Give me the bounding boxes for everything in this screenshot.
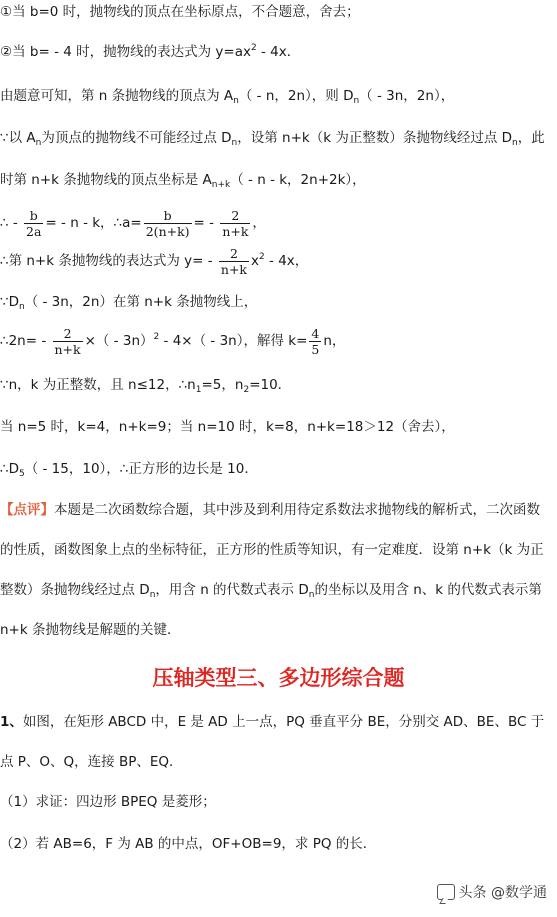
solution-line-6: ∴ - $\frac{b}{2a}$ = - n - k，∴a= $\frac{b}{2(n+k)}$ = - $\frac{2}{n+k}$ ，: [0, 207, 266, 239]
solution-line-8: $\because D_n( - 3n$，2n）在第 n+k 条抛物线上，: [0, 294, 258, 312]
section-heading: 压轴类型三、多边形综合题: [152, 666, 405, 690]
solution-line-9: ∴2n= - $\frac{2}{n+k}$ ×（ - 3n）$^2$ - 4×（ - 3n），解得 k= $\frac{4}{5}$ n，: [0, 325, 346, 357]
solution-line-7: ∴第 n+k 条抛物线的表达式为 y= - $\frac{2}{n+k}$ $x^2 - 4x$，: [0, 245, 309, 277]
watermark: [437, 882, 547, 902]
comment-tag: 【点评】: [0, 502, 54, 518]
question-number: 1、: [0, 714, 23, 730]
question-1: 1、如图，在矩形 ABCD 中，E 是 AD 上一点，PQ 垂直平分 BE，分别交 AD、BE、BC 于点 P、O、Q，连接 BP、EQ．: [0, 714, 545, 770]
comment-paragraph: 【点评】本题是二次函数综合题，其中涉及到利用待定系数法求抛物线的解析式，二次函数的性质，函数图象上点的坐标特征，正方形的性质等知识，有一定难度．设第 n+k（k 为正整数）条抛物线经过点 $D_n$，用含 n 的代数式表示 $D_n$的坐标以及用含 n、k 的代数式表示第 n+k 条抛物线是解题的关键．: [0, 502, 544, 638]
solution-line-11: 当 n=5 时，k=4，n+k=9；当 n=10 时，k=8，n+k=18＞12（舍去），: [0, 419, 455, 435]
toutiao-logo-icon: [437, 884, 455, 900]
solution-line-12: $\therefore D_5( - 15$，10），∴正方形的边长是 10．: [0, 461, 258, 479]
solution-line-2: ②当 b= - 4 时，抛物线的表达式为 $y=ax^2 - 4x$．: [0, 43, 301, 60]
fraction-2-over-nk: $\frac{2}{n+k}$: [220, 245, 248, 277]
solution-line-10: ∵n，k 为正整数，且 n≤12，$\therefore n_1=5$，$n_2=10$．: [0, 377, 292, 395]
solution-line-3: 由题意可知，第 n 条抛物线的顶点为 $A_n$（ - n，2n），则 $D_n( - 3n$，2n），: [0, 88, 455, 106]
question-part-1: （1）求证：四边形 BPEQ 是菱形；: [0, 794, 216, 810]
solution-line-4: ∵以 $A_n$为顶点的抛物线不可能经过点 $D_n$，设第 n+k（k 为正整数）条抛物线经过点 $D_n$，此: [0, 130, 545, 148]
solution-line-5: 时第 n+k 条抛物线的顶点坐标是 $A_{n+k}$（ - n - k，2n+2k），: [0, 172, 366, 190]
solution-line-1: ①当 b=0 时，抛物线的顶点在坐标原点，不合题意，舍去；: [0, 4, 360, 20]
watermark-text: 头条 @数学通: [458, 885, 547, 901]
question-part-2: （2）若 AB=6，F 为 AB 的中点，OF+OB=9，求 PQ 的长．: [0, 836, 377, 852]
fraction-b-over-2nk: $\frac{b}{2(n+k)}$: [145, 207, 190, 239]
fraction-b-over-2a: $\frac{b}{2a}$: [26, 207, 42, 239]
fraction-2-over-nk: $\frac{2}{n+k}$: [54, 325, 81, 357]
fraction-4-over-5: $\frac{4}{5}$: [311, 325, 320, 357]
fraction-2-over-nk: $\frac{2}{n+k}$: [222, 207, 249, 239]
